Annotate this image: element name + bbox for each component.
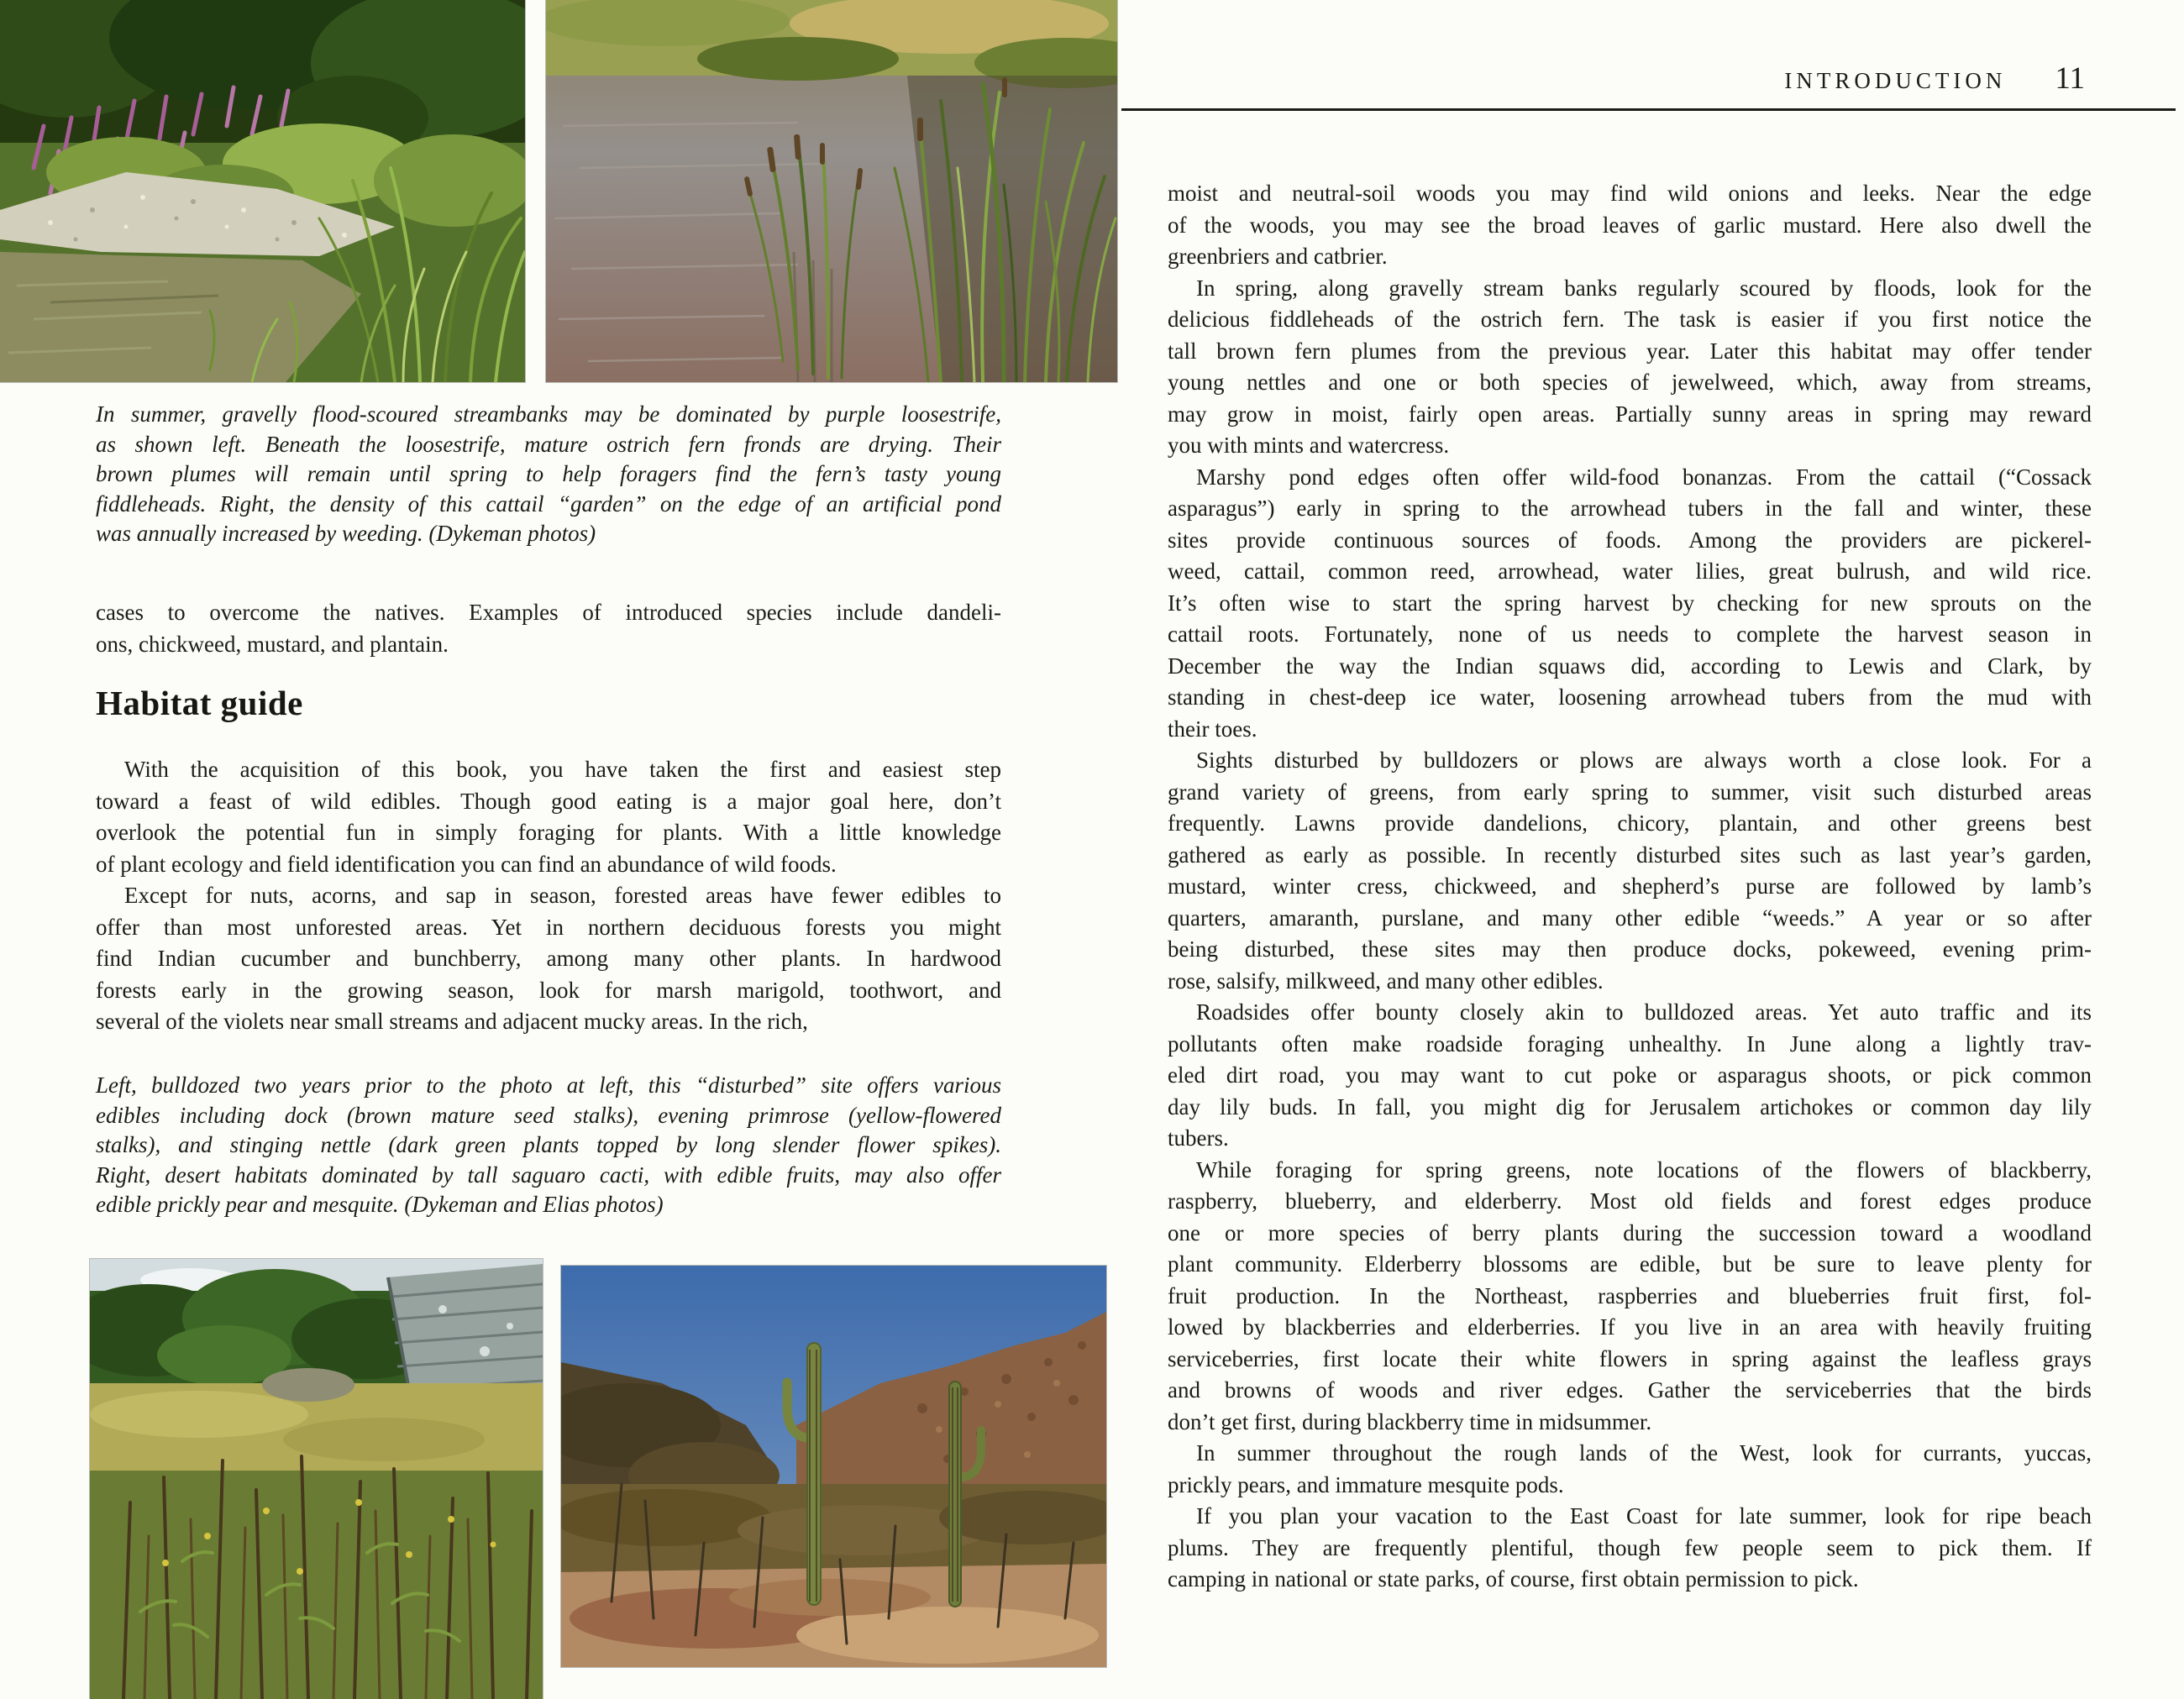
text-line: camping in national or state parks, of course, first obtain permission to pick. <box>1168 1566 1859 1592</box>
text-line: quarters, amaranth, purslane, and many other edible “weeds.” A year or so after <box>1168 905 2092 931</box>
photo-disturbed-field <box>90 1259 543 1699</box>
caption-bottom <box>96 1071 1001 1220</box>
text-line: plant community. Elderberry blossoms are edible, but be sure to leave plenty for <box>1168 1251 2092 1277</box>
page-number: 11 <box>2055 61 2085 96</box>
text-line: rose, salsify, milkweed, and many other edibles. <box>1168 967 1604 994</box>
text-line: prickly pears, and immature mesquite pods. <box>1168 1471 1564 1497</box>
photo-streambank-loosestrife <box>0 0 525 382</box>
paragraph <box>1168 1155 2092 1439</box>
text-line: December the way the Indian squaws did, according to Lewis and Clark, by <box>1168 653 2092 679</box>
paragraph <box>1168 1438 2092 1501</box>
text-line: mustard, winter cress, chickweed, and shepherd’s purse are followed by lamb’s <box>1168 873 2092 899</box>
section-heading: Habitat guide <box>96 684 303 722</box>
text-line: fruit production. In the Northeast, raspberries and blueberries fruit first, fol- <box>1168 1282 2092 1308</box>
text-line: In spring, along gravelly stream banks regularly scoured by floods, look for the <box>1196 275 2092 301</box>
text-line: brown plumes will remain until spring to help foragers find the fern’s tasty young <box>96 461 1001 486</box>
text-line: cases to overcome the natives. Examples of introduced species include dandeli- <box>96 600 1001 625</box>
text-line: stalks), and stinging nettle (dark green plants topped by long slender flower spikes). <box>96 1132 1001 1157</box>
text-line: sites provide continuous sources of foods. Among the providers are pickerel- <box>1168 527 2092 553</box>
page-header <box>1784 60 2085 97</box>
text-line: and browns of woods and river edges. Gather the serviceberries that the birds <box>1168 1377 2092 1403</box>
text-line: was annually increased by weeding. (Dykeman photos) <box>96 521 596 546</box>
text-line: delicious fiddleheads of the ostrich fern. The task is easier if you first notice the <box>1168 307 2092 332</box>
text-line: forests early in the growing season, look for marsh marigold, toothwort, and <box>96 977 1001 1003</box>
paragraph <box>1168 178 2092 273</box>
text-line: as shown left. Beneath the loosestrife, mature ostrich fern fronds are drying. Their <box>96 431 1001 457</box>
photo-cattail-pond <box>546 0 1117 382</box>
text-line: tubers. <box>1168 1125 1229 1151</box>
text-line: In summer, gravelly flood-scoured streambanks may be dominated by purple loosestrife, <box>96 401 1001 427</box>
photo-saguaro-desert <box>561 1266 1106 1667</box>
habitat-paragraph-2 <box>96 880 1001 1038</box>
text-line: Sights disturbed by bulldozers or plows are always worth a close look. For a <box>1196 747 2092 773</box>
habitat-paragraph-1 <box>96 754 1001 880</box>
text-line: In summer throughout the rough lands of the West, look for currants, yuccas, <box>1196 1440 2092 1466</box>
field-photo-art <box>90 1259 543 1699</box>
text-line: With the acquisition of this book, you have taken the first and easiest step <box>124 757 1001 782</box>
right-column-text <box>1168 178 2092 1596</box>
text-line: frequently. Lawns provide dandelions, chicory, plantain, and other greens best <box>1168 810 2092 836</box>
paragraph <box>1168 273 2092 462</box>
desert-photo-art <box>561 1266 1106 1667</box>
text-line: tall brown fern plumes from the previous year. Later this habitat may offer tender <box>1168 338 2092 364</box>
text-line: gathered as early as possible. In recently disturbed sites such as last year’s garden, <box>1168 842 2092 868</box>
text-line: eled dirt road, you may want to cut poke or asparagus shoots, or pick common <box>1168 1062 2092 1088</box>
paragraph <box>1168 745 2092 997</box>
text-line: Roadsides offer bounty closely akin to bulldozed areas. Yet auto traffic and its <box>1196 999 2092 1025</box>
paragraph <box>1168 997 2092 1155</box>
streambank-photo-art <box>0 0 525 382</box>
text-line: It’s often wise to start the spring harvest by checking for new sprouts on the <box>1168 590 2092 616</box>
paragraph <box>1168 462 2092 746</box>
text-line: of the woods, you may see the broad leaves of garlic mustard. Here also dwell the <box>1168 212 2092 238</box>
text-line: serviceberries, first locate their white flowers in spring against the leafless grays <box>1168 1345 2092 1371</box>
text-line: plums. They are frequently plentiful, though few people seem to pick them. If <box>1168 1534 2092 1560</box>
text-line: may grow in moist, fairly open areas. Partially sunny areas in spring may reward <box>1168 401 2092 427</box>
text-line: don’t get first, during blackberry time in midsummer. <box>1168 1408 1652 1434</box>
cattail-photo-art <box>546 0 1117 382</box>
text-line: offer than most unforested areas. Yet in northern deciduous forests you might <box>96 914 1001 940</box>
paragraph-continuation <box>96 597 1001 660</box>
header-rule <box>1121 108 2176 111</box>
text-line: edibles including dock (brown mature seed stalks), evening primrose (yellow-flowered <box>96 1102 1001 1128</box>
text-line: grand variety of greens, from early spring to summer, visit such disturbed areas <box>1168 779 2092 805</box>
text-line: Except for nuts, acorns, and sap in season, forested areas have fewer edibles to <box>124 883 1001 908</box>
text-line: being disturbed, these sites may then produce docks, pokeweed, evening prim- <box>1168 936 2092 962</box>
text-line: pollutants often make roadside foraging unhealthy. In June along a lightly trav- <box>1168 1030 2092 1057</box>
text-line: weed, cattail, common reed, arrowhead, water lilies, great bulrush, and wild rice. <box>1168 558 2092 584</box>
text-line: their toes. <box>1168 716 1257 742</box>
text-line: While foraging for spring greens, note locations of the flowers of blackberry, <box>1196 1156 2092 1182</box>
text-line: one or more species of berry plants during the succession toward a woodland <box>1168 1219 2092 1245</box>
text-line: moist and neutral-soil woods you may find wild onions and leeks. Near the edge <box>1168 181 2092 206</box>
text-line: several of the violets near small streams and adjacent mucky areas. In the rich, <box>96 1009 808 1034</box>
text-line: find Indian cucumber and bunchberry, among many other plants. In hardwood <box>96 946 1001 971</box>
text-line: overlook the potential fun in simply foraging for plants. With a little knowledge <box>96 820 1001 845</box>
text-line: If you plan your vacation to the East Coast for late summer, look for ripe beach <box>1196 1503 2092 1529</box>
text-line: toward a feast of wild edibles. Though good eating is a major goal here, don’t <box>96 788 1001 814</box>
text-line: cattail roots. Fortunately, none of us needs to complete the harvest season in <box>1168 621 2092 647</box>
text-line: edible prickly pear and mesquite. (Dykeman and Elias photos) <box>96 1192 664 1217</box>
paragraph <box>1168 1501 2092 1596</box>
caption-top <box>96 400 1001 549</box>
text-line: Marshy pond edges often offer wild-food bonanzas. From the cattail (“Cossack <box>1196 464 2092 490</box>
text-line: ons, chickweed, mustard, and plantain. <box>96 631 449 657</box>
text-line: lowed by blackberries and elderberries. If you live in an area with heavily fruiting <box>1168 1314 2092 1340</box>
running-head: INTRODUCTION <box>1784 68 2007 93</box>
text-line: you with mints and watercress. <box>1168 433 1450 458</box>
text-line: greenbriers and catbrier. <box>1168 244 1388 269</box>
text-line: Left, bulldozed two years prior to the photo at left, this “disturbed” site offers various <box>96 1072 1001 1098</box>
text-line: Right, desert habitats dominated by tall saguaro cacti, with edible fruits, may also offer <box>96 1162 1001 1188</box>
text-line: asparagus”) early in spring to the arrowhead tubers in the fall and winter, these <box>1168 496 2092 521</box>
text-line: standing in chest-deep ice water, loosening arrowhead tubers from the mud with <box>1168 684 2092 710</box>
text-line: of plant ecology and field identification you can find an abundance of wild foods. <box>96 851 837 877</box>
text-line: fiddleheads. Right, the density of this cattail “garden” on the edge of an artificial pond <box>96 490 1001 517</box>
text-line: day lily buds. In fall, you might dig for Jerusalem artichokes or common day lily <box>1168 1093 2092 1120</box>
text-line: raspberry, blueberry, and elderberry. Most old fields and forest edges produce <box>1168 1188 2092 1214</box>
text-line: young nettles and one or both species of jewelweed, which, away from streams, <box>1168 370 2092 395</box>
